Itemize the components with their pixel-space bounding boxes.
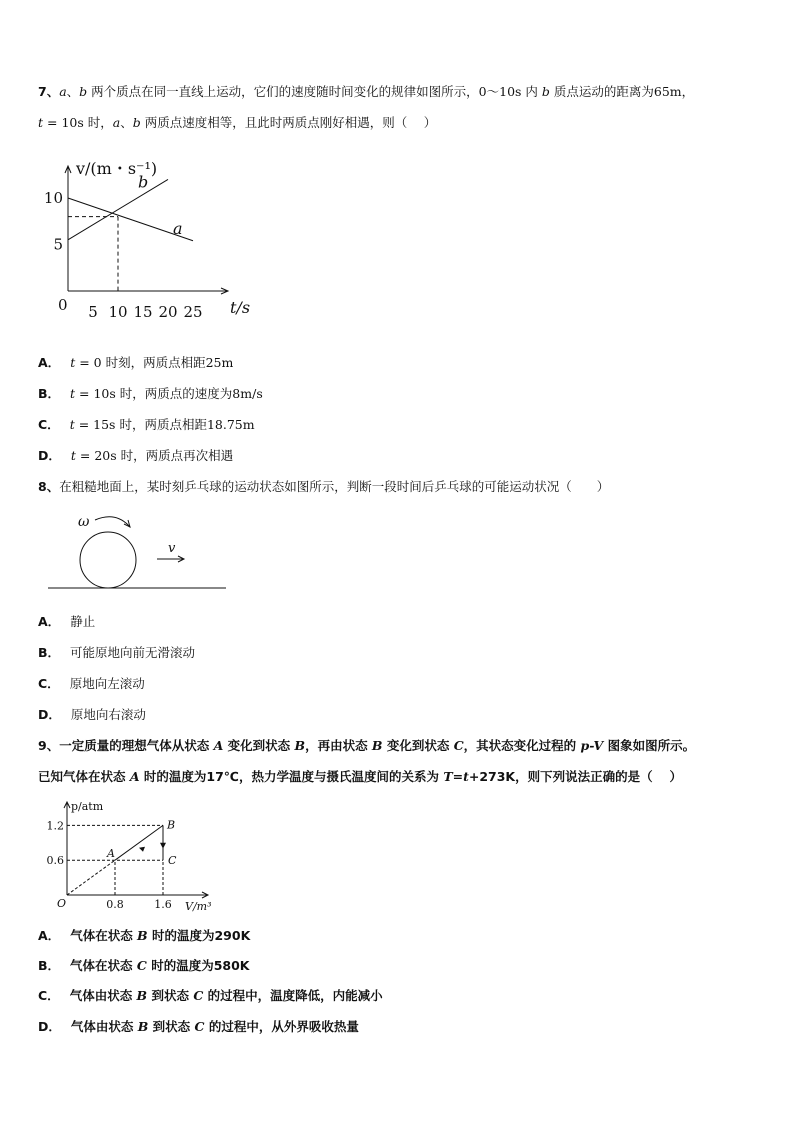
y-tick-label-10: 10 <box>43 189 63 207</box>
v-t-y-ticks <box>44 189 63 254</box>
x-tick-label-0.8: 0.8 <box>106 898 124 911</box>
origin-to-a-dashed <box>67 860 115 895</box>
y-tick-label-5: 5 <box>53 235 63 254</box>
q7-stem-line1: 7、a、b 两个质点在同一直线上运动，它们的速度随时间变化的规律如图所示，0～10s 内 b 质点运动的距离为65m， <box>38 84 695 99</box>
q7-stem-line2: t = 10s 时，a、b 两质点速度相等，且此时两质点刚好相遇，则（ ） <box>38 115 437 130</box>
x-tick-label-1.6: 1.6 <box>154 898 172 911</box>
p-v-xlabel: V/m³ <box>185 900 212 913</box>
velocity-label: v <box>168 541 176 556</box>
y-tick-label-1.2: 1.2 <box>46 819 64 833</box>
y-tick-label-0.6: 0.6 <box>46 854 64 868</box>
point-label-c: C <box>168 854 177 868</box>
v-t-series <box>68 172 193 240</box>
q9-option-a[interactable]: A． 气体在状态 B 时的温度为290K <box>38 928 251 943</box>
v-t-origin: 0 <box>58 296 68 314</box>
point-label-a: A <box>107 847 115 861</box>
q9-stem-line2: 已知气体在状态 A 时的温度为17℃，热力学温度与摄氏温度间的关系为 T=t+273K，则下列说法正确的是（ ） <box>38 769 682 784</box>
v-t-graph <box>38 150 268 325</box>
x-tick-label-5: 5 <box>88 303 98 321</box>
q8-option-b[interactable]: B． 可能原地向前无滑滚动 <box>38 645 196 660</box>
p-v-ylabel: p/atm <box>71 800 104 813</box>
q9-number: 9、 <box>38 738 60 753</box>
q7-option-b[interactable]: B． t = 10s 时，两质点的速度为8m/s <box>38 386 263 401</box>
ping-pong-ball <box>80 532 136 588</box>
path-a-to-b <box>115 825 163 860</box>
p-v-graph <box>38 795 228 915</box>
arrow-a-to-b <box>139 847 145 852</box>
q7-option-d[interactable]: D． t = 20s 时，两质点再次相遇 <box>38 448 234 463</box>
rotation-arrow <box>95 517 130 527</box>
arrow-b-to-c <box>160 843 166 849</box>
x-tick-label-20: 20 <box>158 303 178 321</box>
q9-option-c[interactable]: C． 气体由状态 B 到状态 C 的过程中，温度降低，内能减小 <box>38 988 383 1003</box>
v-t-guides <box>68 217 118 291</box>
ping-pong-figure <box>38 505 238 595</box>
p-v-marks <box>67 818 177 895</box>
x-tick-label-25: 25 <box>183 303 203 321</box>
q8-option-c[interactable]: C． 原地向左滚动 <box>38 676 145 691</box>
q7-number: 7、 <box>38 84 60 99</box>
p-v-axes <box>64 802 208 898</box>
x-tick-label-10: 10 <box>108 303 128 321</box>
q8-option-a[interactable]: A． 静止 <box>38 614 96 629</box>
series-label-a: a <box>173 218 183 238</box>
omega-label: ω <box>78 514 90 530</box>
q8-number: 8、 <box>38 479 60 494</box>
q9-option-d[interactable]: D． 气体由状态 B 到状态 C 的过程中，从外界吸收热量 <box>38 1019 359 1034</box>
q8-stem: 8、在粗糙地面上，某时刻乒乓球的运动状态如图所示，判断一段时间后乒乓球的可能运动状况（ ） <box>38 479 610 494</box>
v-t-xlabel: t/s <box>230 298 251 317</box>
q9-option-b[interactable]: B． 气体在状态 C 时的温度为580K <box>38 958 250 973</box>
v-t-ylabel: v/(m・s⁻¹) <box>76 159 158 178</box>
series-label-b: b <box>138 172 149 192</box>
p-v-origin: O <box>57 897 67 910</box>
q7-option-c[interactable]: C． t = 15s 时，两质点相距18.75m <box>38 417 255 432</box>
x-tick-label-15: 15 <box>133 303 153 321</box>
q8-option-d[interactable]: D． 原地向右滚动 <box>38 707 146 722</box>
point-label-b: B <box>167 818 176 832</box>
q7-option-a[interactable]: A． t = 0 时刻，两质点相距25m <box>38 355 234 370</box>
q9-stem-line1: 9、一定质量的理想气体从状态 A 变化到状态 B，再由状态 B 变化到状态 C，其状态变化过程的 p-V 图象如图所示。 <box>38 738 696 753</box>
v-t-x-ticks <box>88 303 202 321</box>
